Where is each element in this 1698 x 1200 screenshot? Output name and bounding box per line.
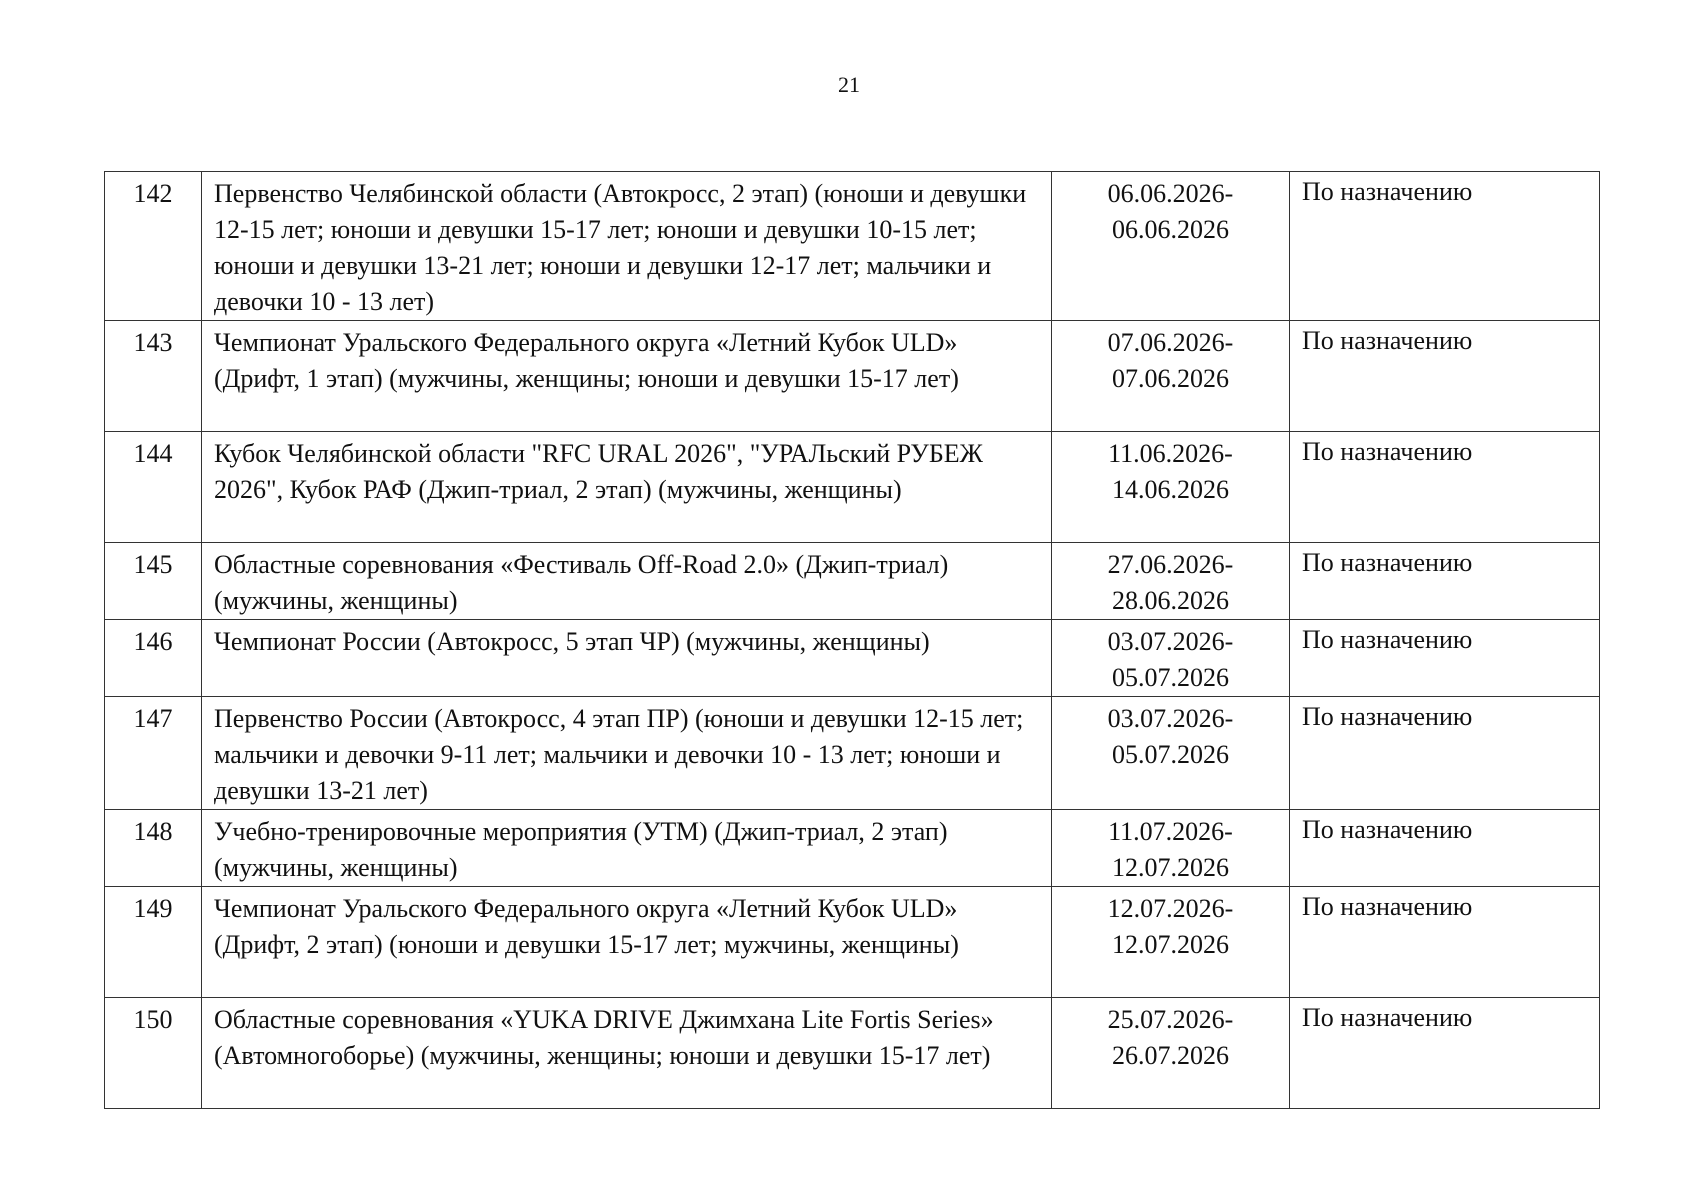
event-description: Областные соревнования «Фестиваль Off-Road 2.0» (Джип-триал) (мужчины, женщины) — [202, 543, 1052, 620]
events-table-body — [105, 172, 1600, 1109]
table-row — [105, 321, 1600, 432]
table-row — [105, 432, 1600, 543]
event-assignment: По назначению — [1290, 172, 1600, 321]
event-assignment: По назначению — [1290, 697, 1600, 810]
date-start: 25.07.2026- — [1107, 1005, 1234, 1034]
event-number: 144 — [105, 432, 202, 543]
event-description: Учебно-тренировочные мероприятия (УТМ) (Джип-триал, 2 этап) (мужчины, женщины) — [202, 810, 1052, 887]
event-number: 146 — [105, 620, 202, 697]
date-start: 11.07.2026- — [1108, 817, 1233, 846]
event-number: 148 — [105, 810, 202, 887]
date-start: 03.07.2026- — [1107, 704, 1234, 733]
event-description: Чемпионат Уральского Федерального округа «Летний Кубок ULD» (Дрифт, 1 этап) (мужчины, женщины; юноши и девушки 15-17 лет) — [202, 321, 1052, 432]
date-start: 12.07.2026- — [1107, 894, 1234, 923]
event-description: Первенство России (Автокросс, 4 этап ПР) (юноши и девушки 12-15 лет; мальчики и девочки 9-11 лет; мальчики и девочки 10 - 13 лет; юноши и девушки 13-21 лет) — [202, 697, 1052, 810]
date-start: 03.07.2026- — [1107, 627, 1234, 656]
event-assignment: По назначению — [1290, 543, 1600, 620]
date-end: 12.07.2026 — [1112, 930, 1229, 959]
event-dates — [1052, 998, 1290, 1109]
event-dates — [1052, 321, 1290, 432]
event-assignment: По назначению — [1290, 887, 1600, 998]
event-description: Первенство Челябинской области (Автокросс, 2 этап) (юноши и девушки 12-15 лет; юноши и девушки 15-17 лет; юноши и девушки 10-15 лет; юноши и девушки 13-21 лет; юноши и девушки 12-17 лет; мальчики и девочки 10 - 13 лет) — [202, 172, 1052, 321]
table-row — [105, 810, 1600, 887]
event-description: Чемпионат России (Автокросс, 5 этап ЧР) (мужчины, женщины) — [202, 620, 1052, 697]
event-dates — [1052, 697, 1290, 810]
table-row — [105, 620, 1600, 697]
event-dates — [1052, 543, 1290, 620]
date-end: 12.07.2026 — [1112, 853, 1229, 882]
event-number: 145 — [105, 543, 202, 620]
date-start: 11.06.2026- — [1108, 439, 1233, 468]
table-row — [105, 543, 1600, 620]
event-assignment: По назначению — [1290, 620, 1600, 697]
date-end: 07.06.2026 — [1112, 364, 1229, 393]
date-end: 14.06.2026 — [1112, 475, 1229, 504]
event-number: 143 — [105, 321, 202, 432]
event-assignment: По назначению — [1290, 432, 1600, 543]
event-dates — [1052, 432, 1290, 543]
events-table — [104, 171, 1600, 1109]
date-end: 28.06.2026 — [1112, 586, 1229, 615]
event-description: Чемпионат Уральского Федерального округа «Летний Кубок ULD» (Дрифт, 2 этап) (юноши и девушки 15-17 лет; мужчины, женщины) — [202, 887, 1052, 998]
event-description: Областные соревнования «YUKA DRIVE Джимхана Lite Fortis Series» (Автомногоборье) (мужчины, женщины; юноши и девушки 15-17 лет) — [202, 998, 1052, 1109]
date-end: 26.07.2026 — [1112, 1041, 1229, 1070]
event-dates — [1052, 620, 1290, 697]
date-end: 05.07.2026 — [1112, 740, 1229, 769]
table-row — [105, 887, 1600, 998]
table-row — [105, 998, 1600, 1109]
date-start: 06.06.2026- — [1107, 179, 1234, 208]
event-assignment: По назначению — [1290, 810, 1600, 887]
page-number: 21 — [838, 72, 860, 97]
event-number: 150 — [105, 998, 202, 1109]
table-row — [105, 697, 1600, 810]
event-number: 149 — [105, 887, 202, 998]
date-start: 27.06.2026- — [1107, 550, 1234, 579]
event-dates — [1052, 810, 1290, 887]
event-dates — [1052, 172, 1290, 321]
event-assignment: По назначению — [1290, 321, 1600, 432]
date-end: 05.07.2026 — [1112, 663, 1229, 692]
event-description: Кубок Челябинской области "RFC URAL 2026", "УРАЛьский РУБЕЖ 2026", Кубок РАФ (Джип-триал, 2 этап) (мужчины, женщины) — [202, 432, 1052, 543]
date-start: 07.06.2026- — [1107, 328, 1234, 357]
event-assignment: По назначению — [1290, 998, 1600, 1109]
table-row — [105, 172, 1600, 321]
event-dates — [1052, 887, 1290, 998]
event-number: 147 — [105, 697, 202, 810]
date-end: 06.06.2026 — [1112, 215, 1229, 244]
event-number: 142 — [105, 172, 202, 321]
